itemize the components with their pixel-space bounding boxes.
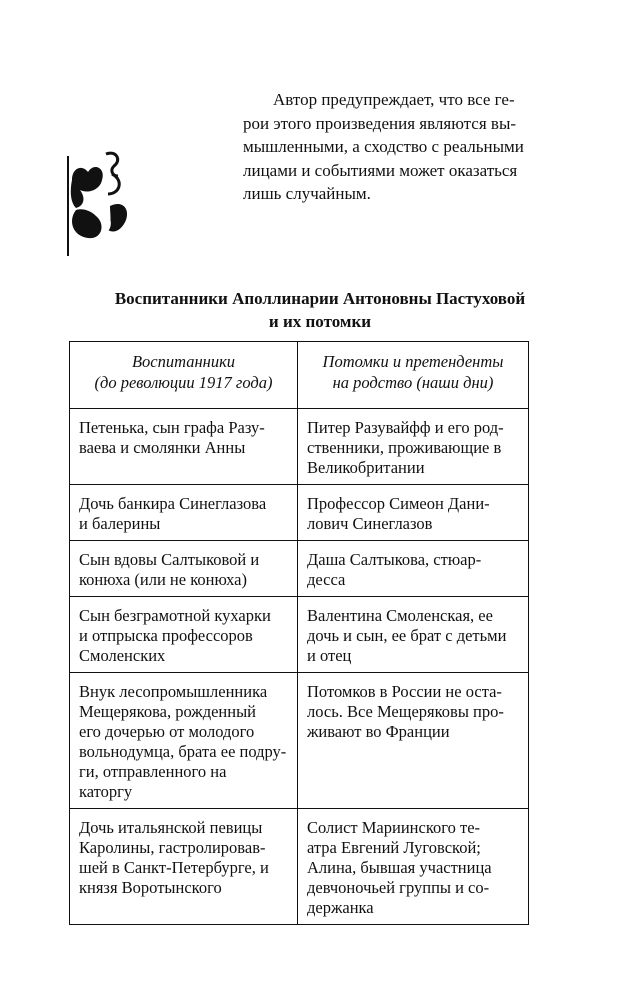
cell-line: его дочерью от молодого — [79, 722, 255, 741]
cell-line: дочь и сын, ее брат с детьми — [307, 626, 507, 645]
cell-line: конюха (или не конюха) — [79, 570, 248, 589]
cell-line: Солист Мариинского те- — [307, 818, 481, 837]
table-header-row — [70, 342, 529, 409]
ward-cell — [70, 809, 298, 925]
disclaimer-line: Автор предупреждает, что все ге- — [273, 90, 515, 109]
cell-line: и отпрыска профессоров — [79, 626, 253, 645]
ward-cell — [70, 409, 298, 485]
cell-line: десса — [307, 570, 346, 589]
cell-line: ваева и смолянки Анны — [79, 438, 246, 457]
cell-line: князя Воротынского — [79, 878, 222, 897]
decorative-leaf-ornament-icon — [66, 150, 136, 260]
cell-line: Алина, бывшая участница — [307, 858, 492, 877]
table-heading — [70, 287, 570, 333]
cell-line: ги, отправленного на — [79, 762, 227, 781]
table-row — [70, 485, 529, 541]
cell-line: ственники, проживающие в — [307, 438, 502, 457]
cell-line: Потомков в России не оста- — [307, 682, 502, 701]
descendants-cell — [298, 673, 529, 809]
header-wards — [70, 342, 298, 409]
disclaimer-line: мышленными, а сходство с реальными — [243, 137, 524, 156]
heading-line: и их потомки — [268, 312, 372, 331]
cell-line: Петенька, сын графа Разу- — [79, 418, 265, 437]
cell-line: Великобритании — [307, 458, 425, 477]
descendants-cell — [298, 597, 529, 673]
cell-line: живают во Франции — [307, 722, 450, 741]
disclaimer-line: рои этого произведения являются вы- — [243, 113, 517, 133]
cell-line: и отец — [307, 646, 352, 665]
heading-line: Воспитанники Аполлинарии Антоновны Пастуховой — [114, 289, 526, 308]
cell-line: каторгу — [79, 782, 133, 801]
wards-and-descendants-table — [69, 341, 529, 925]
cell-line: Внук лесопромышленника — [79, 682, 268, 701]
cell-line: вольнодумца, брата ее подру- — [79, 742, 287, 761]
ward-cell — [70, 673, 298, 809]
descendants-cell — [298, 541, 529, 597]
cell-line: Дочь итальянской певицы — [79, 818, 263, 837]
cell-line: и балерины — [79, 514, 161, 533]
cell-line: Профессор Симеон Дани- — [307, 494, 490, 513]
table-row — [70, 409, 529, 485]
ward-cell — [70, 597, 298, 673]
cell-line: Питер Разувайфф и его род- — [307, 418, 504, 437]
descendants-cell — [298, 485, 529, 541]
ward-cell — [70, 541, 298, 597]
cell-line: держанка — [307, 898, 374, 917]
table-row — [70, 809, 529, 925]
table-row — [70, 597, 529, 673]
cell-line: Дочь банкира Синеглазова — [79, 494, 267, 513]
header-descendants — [298, 342, 529, 409]
header-line: на родство (наши дни) — [332, 373, 494, 392]
cell-line: шей в Санкт-Петербурге, и — [79, 858, 269, 877]
header-line: Воспитанники — [131, 352, 236, 371]
cell-line: девчоночьей группы и со- — [307, 878, 490, 897]
cell-line: атра Евгений Луговской; — [307, 838, 481, 857]
descendants-cell — [298, 809, 529, 925]
disclaimer-line: лишь случайным. — [243, 184, 371, 203]
cell-line: лович Синеглазов — [307, 514, 433, 533]
cell-line: Мещерякова, рожденный — [79, 702, 257, 721]
table-row — [70, 541, 529, 597]
descendants-cell — [298, 409, 529, 485]
ward-cell — [70, 485, 298, 541]
header-line: Потомки и претенденты — [322, 352, 504, 371]
cell-line: Сын безграмотной кухарки — [79, 606, 271, 625]
author-disclaimer — [243, 88, 533, 206]
table-row — [70, 673, 529, 809]
disclaimer-line: лицами и событиями может оказаться — [243, 160, 518, 180]
cell-line: Каролины, гастролировав- — [79, 838, 266, 857]
cell-line: Сын вдовы Салтыковой и — [79, 550, 260, 569]
cell-line: Смоленских — [79, 646, 166, 665]
header-line: (до революции 1917 года) — [94, 373, 273, 392]
cell-line: Валентина Смоленская, ее — [307, 606, 493, 625]
cell-line: Даша Салтыкова, стюар- — [307, 550, 482, 569]
cell-line: лось. Все Мещеряковы про- — [307, 702, 504, 721]
